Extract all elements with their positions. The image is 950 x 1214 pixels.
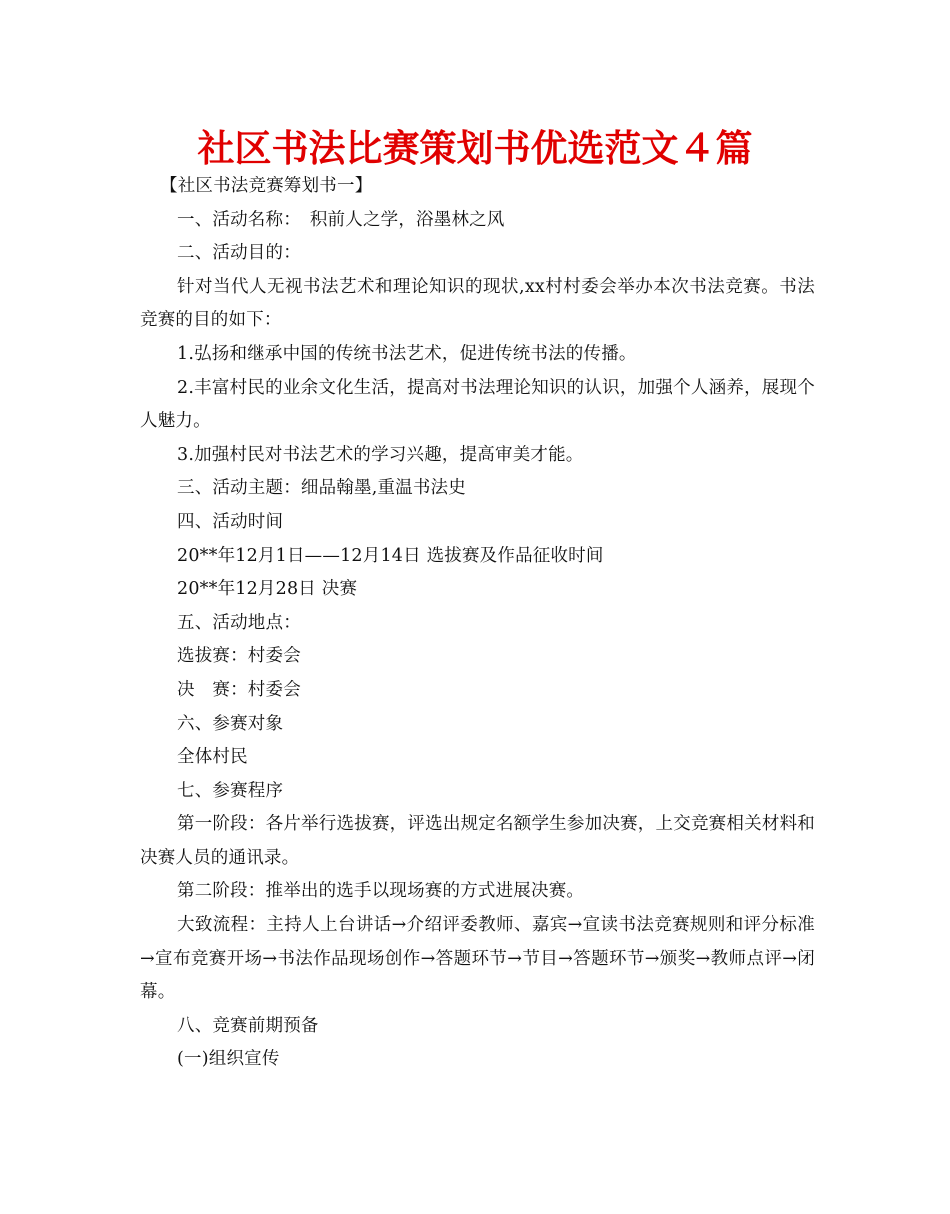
document-body bbox=[140, 170, 815, 1077]
paragraph: 四、活动时间 bbox=[177, 511, 284, 532]
paragraph: (一)组织宣传 bbox=[177, 1049, 280, 1070]
paragraph: 全体村民 bbox=[177, 747, 248, 768]
paragraph: 一、活动名称： 积前人之学，浴墨林之风 bbox=[177, 209, 505, 230]
paragraph: 20**年12月28日 决赛 bbox=[177, 579, 358, 600]
paragraph: 二、活动目的： bbox=[177, 243, 301, 264]
paragraph: 六、参赛对象 bbox=[177, 713, 284, 734]
paragraph: 选拔赛：村委会 bbox=[177, 646, 301, 667]
paragraph: 第二阶段：推举出的选手以现场赛的方式进展决赛。 bbox=[177, 881, 585, 902]
paragraph: 七、参赛程序 bbox=[177, 780, 284, 801]
paragraph: 1.弘扬和继承中国的传统书法艺术，促进传统书法的传播。 bbox=[177, 343, 637, 364]
paragraph: 3.加强村民对书法艺术的学习兴趣，提高审美才能。 bbox=[177, 444, 584, 465]
paragraph: 针对当代人无视书法艺术和理论知识的现状,xx村村委会举办本次书法竞赛。书法竞赛的目的如下： bbox=[140, 276, 815, 331]
paragraph: 八、竞赛前期预备 bbox=[177, 1015, 319, 1036]
paragraph: 20**年12月1日——12月14日 选拔赛及作品征收时间 bbox=[177, 545, 604, 566]
paragraph: 五、活动地点： bbox=[177, 612, 301, 633]
paragraph: 第一阶段：各片举行选拔赛，评选出规定名额学生参加决赛，上交竞赛相关材料和决赛人员的通讯录。 bbox=[140, 814, 815, 868]
paragraph: 大致流程：主持人上台讲话→介绍评委教师、嘉宾→宣读书法竞赛规则和评分标准→宣布竞赛开场→书法作品现场创作→答题环节→节目→答题环节→颁奖→教师点评→闭幕。 bbox=[140, 915, 815, 1003]
paragraph: 决 赛：村委会 bbox=[177, 679, 301, 700]
paragraph: 2.丰富村民的业余文化生活，提高对书法理论知识的认识，加强个人涵养，展现个人魅力。 bbox=[140, 377, 815, 432]
section-heading: 【社区书法竞赛筹划书一】 bbox=[160, 176, 373, 196]
paragraph: 三、活动主题：细品翰墨,重温书法史 bbox=[177, 478, 466, 499]
document-title: 社区书法比赛策划书优选范文４篇 bbox=[197, 127, 753, 170]
